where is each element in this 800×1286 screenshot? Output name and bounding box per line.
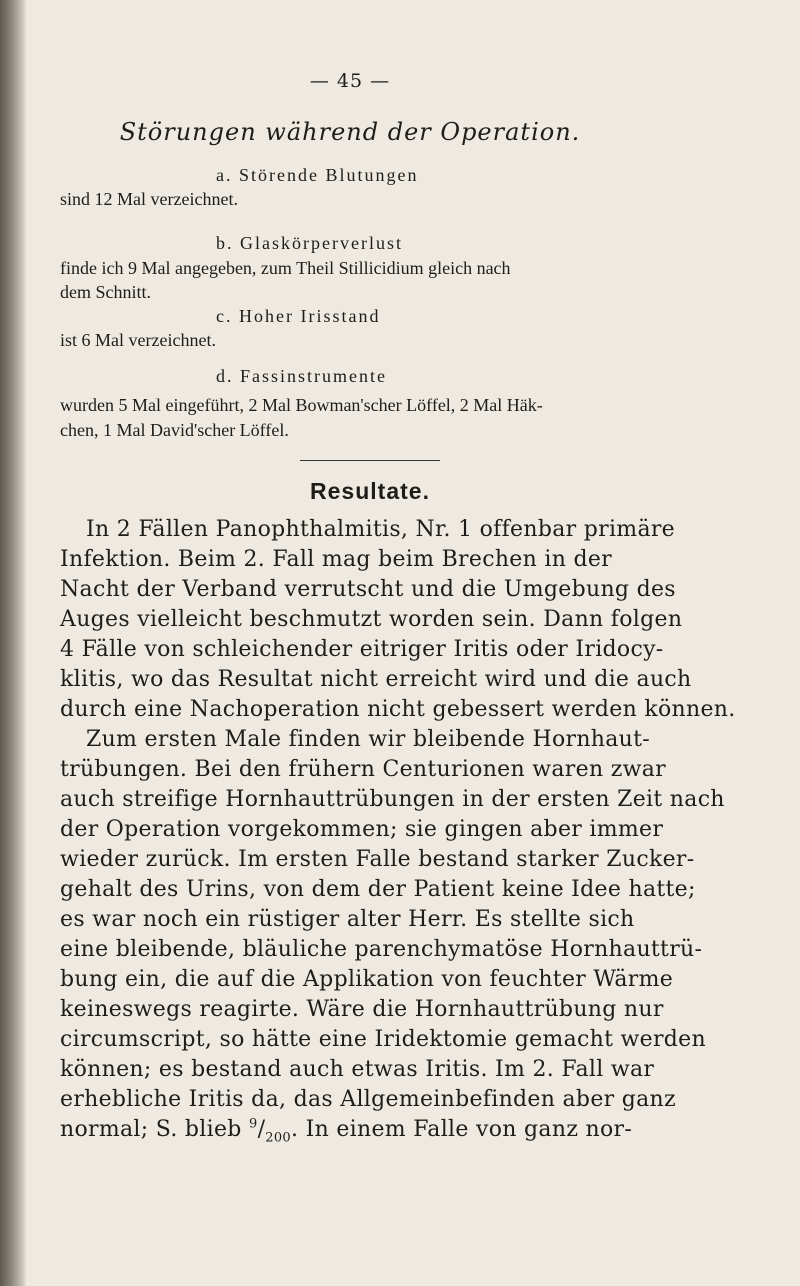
- subsection-heading-c: c. Hoher Irisstand: [216, 306, 381, 326]
- results-line: bung ein, die auf die Applikation von feuchter Wärme: [60, 967, 674, 992]
- fraction-numerator: 9: [248, 1116, 258, 1132]
- results-line: erhebliche Iritis da, das Allgemeinbefinden aber ganz: [60, 1087, 676, 1112]
- results-last-line-end: . In einem Falle von ganz nor-: [291, 1117, 633, 1142]
- results-line: trübungen. Bei den frühern Centurionen waren zwar: [60, 757, 666, 782]
- results-line: es war noch ein rüstiger alter Herr. Es stellte sich: [60, 907, 635, 932]
- results-line: 4 Fälle von schleichender eitriger Iritis oder Iridocy-: [60, 637, 664, 662]
- results-line: Zum ersten Male finden wir bleibende Hornhaut-: [86, 727, 651, 752]
- subsection-text-d-2: chen, 1 Mal David'scher Löffel.: [60, 420, 289, 440]
- subsection-text-c-1: ist 6 Mal verzeichnet.: [60, 330, 216, 350]
- section-title: Störungen während der Operation.: [119, 118, 581, 146]
- fraction-slash: /: [257, 1117, 266, 1142]
- section-divider: [300, 460, 440, 461]
- results-line: eine bleibende, bläuliche parenchymatöse Hornhauttrü-: [60, 937, 703, 962]
- results-line: Auges vielleicht beschmutzt worden sein. Dann folgen: [60, 607, 683, 632]
- results-line: gehalt des Urins, von dem der Patient keine Idee hatte;: [60, 877, 696, 902]
- results-line: auch streifige Hornhauttrübungen in der ersten Zeit nach: [60, 787, 725, 812]
- results-line: der Operation vorgekommen; sie gingen aber immer: [60, 817, 664, 842]
- results-line: können; es bestand auch etwas Iritis. Im 2. Fall war: [60, 1057, 655, 1082]
- results-line: wieder zurück. Im ersten Falle bestand starker Zucker-: [60, 847, 695, 872]
- results-line: circumscript, so hätte eine Iridektomie gemacht werden: [60, 1027, 706, 1052]
- subsection-text-b-1: finde ich 9 Mal angegeben, zum Theil Stillicidium gleich nach: [60, 258, 511, 278]
- results-line: keineswegs reagirte. Wäre die Hornhauttrübung nur: [60, 997, 664, 1022]
- subsection-heading-b: b. Glaskörperverlust: [216, 233, 403, 253]
- page-number: — 45 —: [309, 70, 391, 92]
- subsection-text-a-1: sind 12 Mal verzeichnet.: [60, 189, 238, 209]
- subsection-heading-d: d. Fassinstrumente: [216, 366, 387, 386]
- results-line: durch eine Nachoperation nicht gebessert werden können.: [60, 697, 736, 722]
- results-line: klitis, wo das Resultat nicht erreicht wird und die auch: [60, 667, 692, 692]
- results-line: Infektion. Beim 2. Fall mag beim Brechen in der: [60, 547, 612, 572]
- subsection-text-b-2: dem Schnitt.: [60, 282, 151, 302]
- results-last-line: [60, 1116, 633, 1146]
- fraction-denominator: 200: [265, 1130, 291, 1146]
- results-heading: Resultate.: [310, 478, 430, 504]
- subsection-text-d-1: wurden 5 Mal eingeführt, 2 Mal Bowman'scher Löffel, 2 Mal Häk-: [60, 395, 543, 415]
- results-line: Nacht der Verband verrutscht und die Umgebung des: [60, 577, 676, 602]
- subsection-heading-a: a. Störende Blutungen: [216, 165, 419, 185]
- results-line: In 2 Fällen Panophthalmitis, Nr. 1 offenbar primäre: [86, 517, 675, 542]
- results-last-line-start: normal; S. blieb: [60, 1117, 249, 1142]
